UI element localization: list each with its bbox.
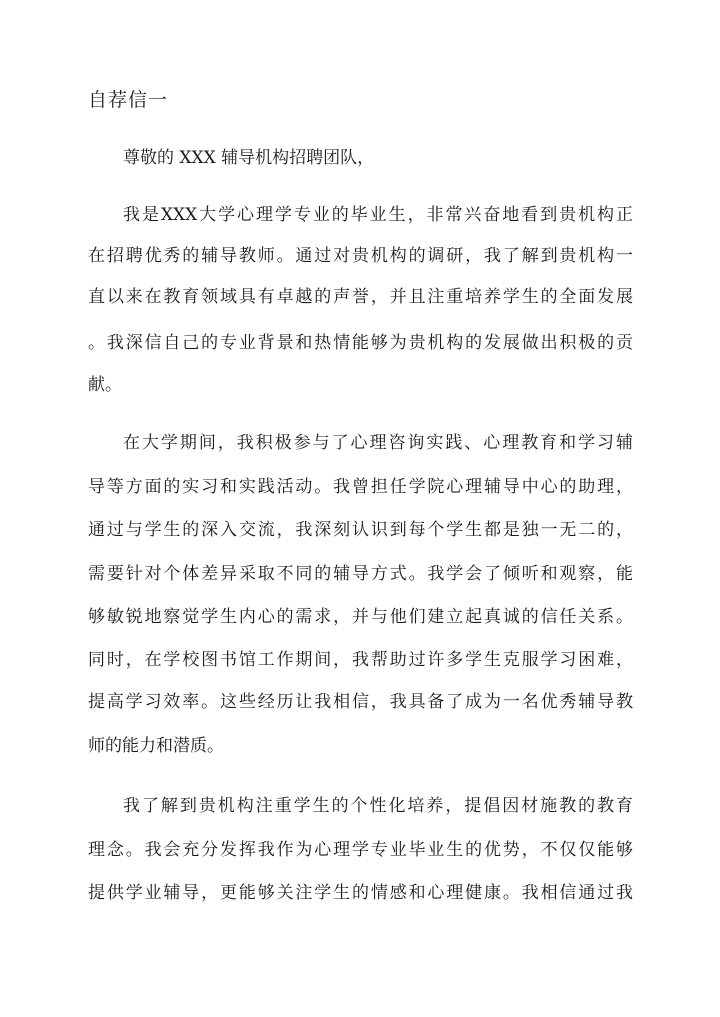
paragraph-2-line-6: 同时，在学校图书馆工作期间，我帮助过许多学生克服学习困难， <box>88 650 633 670</box>
paragraph-2-line-3: 通过与学生的深入交流，我深刻认识到每个学生都是独一无二的， <box>88 520 633 540</box>
paragraph-2-line-5: 够敏锐地察觉学生内心的需求，并与他们建立起真诚的信任关系。 <box>88 607 633 627</box>
paragraph-3-line-1: 我了解到贵机构注重学生的个性化培养，提倡因材施教的教育 <box>123 796 633 816</box>
paragraph-1-line-2: 在招聘优秀的辅导教师。通过对贵机构的调研，我了解到贵机构一 <box>88 246 633 266</box>
paragraph-2-line-8: 师的能力和潜质。 <box>88 736 224 756</box>
paragraph-2-line-2: 导等方面的实习和实践活动。我曾担任学院心理辅导中心的助理， <box>88 477 633 497</box>
paragraph-3-line-3: 提供学业辅导，更能够关注学生的情感和心理健康。我相信通过我 <box>88 883 633 903</box>
paragraph-2-line-7: 提高学习效率。这些经历让我相信，我具备了成为一名优秀辅导教 <box>88 692 633 712</box>
paragraph-3-line-2: 理念。我会充分发挥我作为心理学专业毕业生的优势，不仅仅能够 <box>88 840 633 860</box>
paragraph-2-line-1: 在大学期间，我积极参与了心理咨询实践、心理教育和学习辅 <box>123 433 633 453</box>
paragraph-1-line-1: 我是XXX大学心理学专业的毕业生，非常兴奋地看到贵机构正 <box>123 205 633 225</box>
salutation: 尊敬的 XXX 辅导机构招聘团队， <box>123 148 375 168</box>
paragraph-2-line-4: 需要针对个体差异采取不同的辅导方式。我学会了倾听和观察，能 <box>88 564 633 584</box>
paragraph-1-line-3: 直以来在教育领域具有卓越的声誉，并且注重培养学生的全面发展 <box>88 287 633 307</box>
paragraph-1-line-5: 献。 <box>88 375 122 395</box>
document-title: 自荐信一 <box>88 89 169 111</box>
paragraph-1-line-4: 。我深信自己的专业背景和热情能够为贵机构的发展做出积极的贡 <box>88 333 633 353</box>
